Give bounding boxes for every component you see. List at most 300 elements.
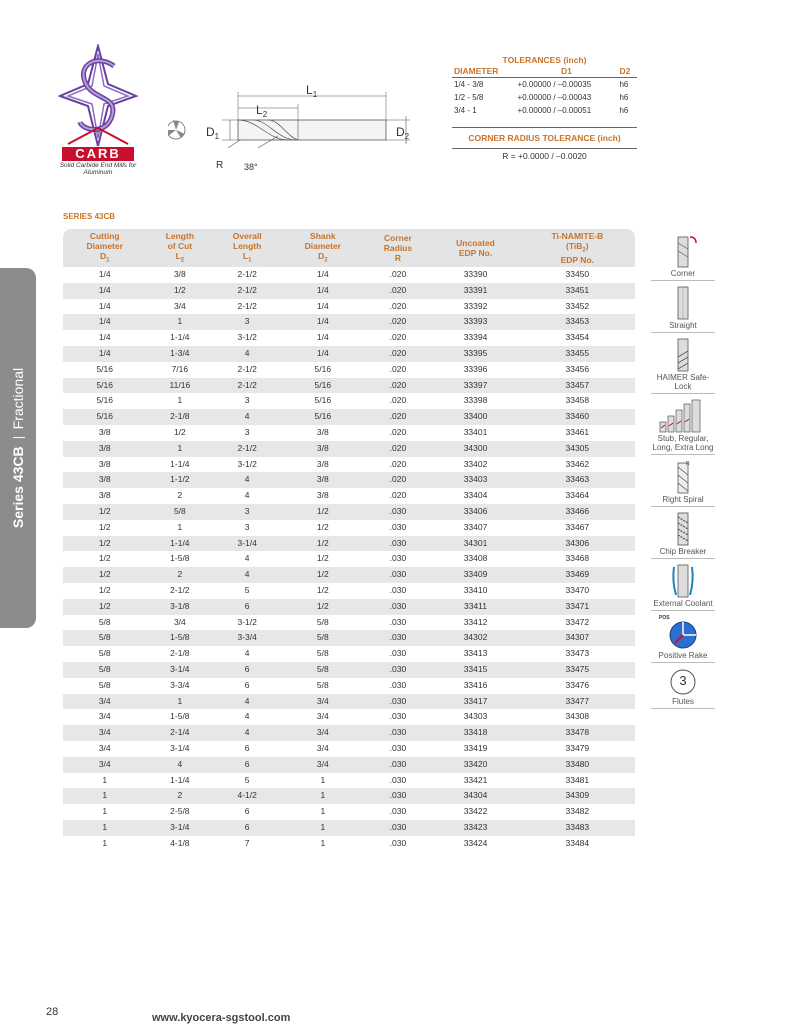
table-cell: 33391 bbox=[431, 283, 519, 299]
table-cell: 33416 bbox=[463, 679, 488, 690]
table-row bbox=[63, 820, 635, 836]
table-cell: 3-1/2 bbox=[237, 458, 257, 469]
table-cell: 33401 bbox=[463, 426, 488, 437]
table-cell: 33408 bbox=[463, 553, 488, 564]
tol-cell: h6 bbox=[619, 80, 629, 89]
table-cell: 33469 bbox=[520, 567, 635, 583]
feature-external-coolant bbox=[651, 559, 715, 611]
table-cell: 1 bbox=[177, 395, 183, 406]
table-cell: .030 bbox=[389, 616, 407, 627]
table-row bbox=[63, 267, 635, 283]
feature-label: External Coolant bbox=[653, 599, 713, 608]
table-row bbox=[63, 773, 635, 789]
table-cell: 5/8 bbox=[63, 630, 146, 646]
table-cell: 1/2 bbox=[316, 521, 329, 532]
table-cell: 1/2 bbox=[281, 536, 364, 552]
table-cell: 33483 bbox=[520, 820, 635, 836]
feature-label: Right Spiral bbox=[662, 495, 704, 504]
table-cell: 5/16 bbox=[63, 378, 146, 394]
tol-cell: 3/4 - 1 bbox=[454, 106, 477, 115]
table-row bbox=[63, 725, 635, 741]
table-cell: .030 bbox=[365, 662, 432, 678]
table-cell: 33476 bbox=[565, 679, 590, 690]
feature-corner bbox=[651, 229, 715, 281]
table-cell: .020 bbox=[389, 332, 407, 343]
table-cell: 33409 bbox=[431, 567, 519, 583]
table-cell: 33461 bbox=[565, 426, 590, 437]
table-cell: 5/8 bbox=[281, 662, 364, 678]
table-cell: 1/2 bbox=[146, 283, 213, 299]
table-cell: 3-1/2 bbox=[237, 616, 257, 627]
table-cell: 33421 bbox=[463, 774, 488, 785]
d1-label: D bbox=[206, 125, 215, 139]
table-cell: 2 bbox=[146, 567, 213, 583]
r-label: R bbox=[216, 160, 224, 171]
svg-text:D1: $D_1$ bbox=[206, 125, 220, 141]
table-row bbox=[63, 314, 635, 330]
table-cell: .030 bbox=[365, 567, 432, 583]
table-cell: 2 bbox=[177, 490, 183, 501]
side-tab-category: Fractional bbox=[10, 367, 26, 430]
feature-right-spiral bbox=[651, 455, 715, 507]
table-cell: 33482 bbox=[565, 806, 590, 817]
table-cell: 33478 bbox=[520, 725, 635, 741]
table-cell: 3/8 bbox=[98, 490, 111, 501]
table-cell: 1/2 bbox=[98, 553, 111, 564]
table-cell: 34301 bbox=[431, 536, 519, 552]
table-cell: .030 bbox=[365, 788, 432, 804]
table-cell: 33418 bbox=[431, 725, 519, 741]
chip-breaker-icon bbox=[651, 511, 715, 547]
table-cell: 33481 bbox=[565, 774, 590, 785]
table-cell: 1-1/4 bbox=[170, 774, 190, 785]
table-cell: 33396 bbox=[463, 363, 488, 374]
table-cell: 3/8 bbox=[173, 269, 186, 279]
table-cell: 1/4 bbox=[316, 269, 329, 279]
column-header: Cutting Diameter $D_1$ bbox=[63, 229, 146, 267]
table-cell: 33454 bbox=[565, 332, 590, 343]
table-cell: 2 bbox=[146, 788, 213, 804]
table-cell: 3/4 bbox=[63, 694, 146, 710]
tol-header: D1 bbox=[516, 65, 618, 78]
table-row bbox=[63, 520, 635, 536]
table-cell: 1/4 bbox=[63, 283, 146, 299]
table-cell: 4 bbox=[213, 694, 281, 710]
table-cell: 1/2 bbox=[63, 536, 146, 552]
table-cell: 5/8 bbox=[98, 679, 111, 690]
table-row bbox=[63, 457, 635, 473]
table-cell: 1/2 bbox=[316, 553, 329, 564]
table-row bbox=[63, 615, 635, 631]
table-cell: 1-5/8 bbox=[170, 711, 190, 722]
table-row bbox=[63, 299, 635, 315]
table-cell: 33393 bbox=[431, 314, 519, 330]
table-cell: 1/4 bbox=[281, 283, 364, 299]
table-cell: 1-1/4 bbox=[170, 332, 190, 343]
svg-text:L2: $L_2$ bbox=[256, 103, 268, 119]
table-row bbox=[63, 804, 635, 820]
table-cell: 3/4 bbox=[98, 742, 111, 753]
table-row bbox=[63, 536, 635, 552]
table-cell: 2-1/8 bbox=[170, 648, 190, 659]
table-cell: 33484 bbox=[565, 837, 590, 848]
feature-chip-breaker bbox=[651, 507, 715, 559]
table-cell: 1 bbox=[320, 837, 326, 848]
table-cell: 33413 bbox=[463, 648, 488, 659]
table-row bbox=[63, 567, 635, 583]
feature-flutes bbox=[651, 663, 715, 709]
table-cell: 5/8 bbox=[316, 679, 329, 690]
table-cell: 34308 bbox=[565, 711, 590, 722]
tol-cell: +0.00000 / –0.00051 bbox=[517, 106, 592, 115]
feature-label: Straight bbox=[669, 321, 697, 330]
table-cell: .020 bbox=[365, 441, 432, 457]
corner-radius-value: R = +0.0000 / –0.0020 bbox=[452, 148, 637, 161]
table-cell: 33452 bbox=[565, 300, 590, 311]
table-cell: 1/4 bbox=[63, 346, 146, 362]
feature-label: Chip Breaker bbox=[659, 547, 707, 556]
table-cell: 34306 bbox=[520, 536, 635, 552]
side-tab-series: Series 43CB bbox=[10, 446, 26, 529]
table-cell: 33450 bbox=[565, 269, 590, 279]
table-cell: 1 bbox=[177, 521, 183, 532]
table-cell: 5/8 bbox=[63, 662, 146, 678]
table-cell: 1-5/8 bbox=[170, 553, 190, 564]
table-cell: 33419 bbox=[463, 742, 488, 753]
table-cell: 1 bbox=[63, 820, 146, 836]
table-cell: 33410 bbox=[463, 584, 488, 595]
external-coolant-icon bbox=[651, 563, 715, 599]
table-cell: 1-1/2 bbox=[146, 472, 213, 488]
product-table bbox=[63, 229, 635, 851]
table-row bbox=[63, 662, 635, 678]
table-cell: 1-1/4 bbox=[170, 458, 190, 469]
lengths-icon bbox=[651, 398, 715, 434]
table-cell: 3/8 bbox=[281, 472, 364, 488]
table-row bbox=[63, 709, 635, 725]
tol-row bbox=[452, 104, 637, 117]
table-cell: 1/2 bbox=[98, 521, 111, 532]
table-cell: 5 bbox=[244, 774, 250, 785]
table-cell: 1/2 bbox=[281, 567, 364, 583]
table-cell: 1 bbox=[63, 788, 146, 804]
feature-straight bbox=[651, 281, 715, 333]
table-cell: 4 bbox=[244, 490, 250, 501]
table-row bbox=[63, 488, 635, 504]
table-cell: 1/4 bbox=[98, 300, 111, 311]
table-cell: .020 bbox=[389, 300, 407, 311]
table-cell: 33480 bbox=[520, 757, 635, 773]
table-cell: 1/2 bbox=[63, 567, 146, 583]
table-cell: .020 bbox=[365, 283, 432, 299]
table-cell: 4 bbox=[213, 567, 281, 583]
table-row bbox=[63, 646, 635, 662]
table-row bbox=[63, 694, 635, 710]
column-header: Shank Diameter $D_2$ bbox=[281, 229, 364, 267]
table-cell: 34307 bbox=[520, 630, 635, 646]
table-cell: .020 bbox=[365, 409, 432, 425]
table-row bbox=[63, 330, 635, 346]
table-cell: 11/16 bbox=[146, 378, 213, 394]
column-header: Ti-NAMITE-B (TiB$_2$) EDP No. bbox=[520, 229, 635, 267]
table-cell: 34302 bbox=[431, 630, 519, 646]
table-cell: 4 bbox=[244, 648, 250, 659]
table-cell: 33463 bbox=[520, 472, 635, 488]
table-cell: 33456 bbox=[565, 363, 590, 374]
table-cell: 33398 bbox=[463, 395, 488, 406]
column-header: Corner Radius R bbox=[365, 229, 432, 267]
tol-cell: h6 bbox=[619, 106, 629, 115]
table-cell: 7 bbox=[244, 837, 250, 848]
flutes-icon bbox=[651, 667, 715, 697]
table-row bbox=[63, 409, 635, 425]
table-cell: 2-1/2 bbox=[237, 269, 257, 279]
tol-cell: +0.00000 / –0.00043 bbox=[517, 93, 592, 102]
table-cell: 3-1/4 bbox=[213, 536, 281, 552]
table-cell: 5/8 bbox=[98, 648, 111, 659]
table-row bbox=[63, 630, 635, 646]
angle-label: 38° bbox=[244, 162, 258, 172]
table-cell: 4 bbox=[213, 409, 281, 425]
tol-cell: h6 bbox=[619, 93, 629, 102]
table-cell: .030 bbox=[389, 806, 407, 817]
table-cell: 6 bbox=[213, 757, 281, 773]
table-cell: 33462 bbox=[565, 458, 590, 469]
l2-label: L bbox=[256, 103, 263, 117]
table-cell: 4 bbox=[244, 711, 250, 722]
table-row bbox=[63, 757, 635, 773]
table-cell: 3 bbox=[213, 314, 281, 330]
table-cell: .020 bbox=[389, 490, 407, 501]
right-spiral-icon bbox=[651, 459, 715, 495]
feature-label: Flutes bbox=[672, 697, 694, 706]
table-cell: 3 bbox=[244, 521, 250, 532]
table-cell: 2-5/8 bbox=[170, 806, 190, 817]
table-cell: 33475 bbox=[520, 662, 635, 678]
table-cell: 3 bbox=[244, 426, 250, 437]
table-cell: 2-1/2 bbox=[237, 363, 257, 374]
series-label: SERIES 43CB bbox=[63, 212, 116, 221]
feature-label: HAIMER Safe-Lock bbox=[656, 373, 710, 391]
table-cell: 33420 bbox=[431, 757, 519, 773]
table-row bbox=[63, 836, 635, 852]
corner-radius-title: CORNER RADIUS TOLERANCE (inch) bbox=[452, 127, 637, 143]
table-cell: 33467 bbox=[565, 521, 590, 532]
table-cell: 4 bbox=[213, 725, 281, 741]
table-cell: 1/2 bbox=[173, 426, 186, 437]
svg-text:R: R bbox=[686, 461, 690, 467]
table-cell: 33412 bbox=[463, 616, 488, 627]
table-cell: 1/2 bbox=[281, 599, 364, 615]
table-cell: .030 bbox=[389, 584, 407, 595]
table-cell: 33403 bbox=[431, 472, 519, 488]
table-cell: 33451 bbox=[520, 283, 635, 299]
table-cell: 1 bbox=[102, 837, 108, 848]
table-cell: 5/8 bbox=[316, 648, 329, 659]
table-cell: 1/2 bbox=[98, 584, 111, 595]
table-cell: 33466 bbox=[520, 504, 635, 520]
carb-logo bbox=[58, 44, 140, 174]
table-cell: 33422 bbox=[463, 806, 488, 817]
feature-label: Stub, Regular, Long, Extra Long bbox=[652, 434, 714, 452]
table-cell: 33400 bbox=[431, 409, 519, 425]
table-cell: 33415 bbox=[431, 662, 519, 678]
feature-label: Corner bbox=[670, 269, 696, 278]
table-cell: 33392 bbox=[463, 300, 488, 311]
pos-badge: POS bbox=[659, 615, 670, 621]
table-cell: 3/8 bbox=[316, 426, 329, 437]
feature-label: Positive Rake bbox=[658, 651, 708, 660]
table-cell: 1/4 bbox=[63, 314, 146, 330]
table-cell: 33390 bbox=[463, 269, 488, 279]
table-cell: .020 bbox=[389, 363, 407, 374]
end-view-icon bbox=[168, 120, 185, 139]
table-cell: 3/4 bbox=[63, 757, 146, 773]
table-cell: .030 bbox=[389, 711, 407, 722]
table-row bbox=[63, 551, 635, 567]
tol-cell: 1/4 - 3/8 bbox=[454, 80, 484, 89]
table-cell: 3/4 bbox=[281, 694, 364, 710]
table-cell: .030 bbox=[389, 837, 407, 848]
table-row bbox=[63, 741, 635, 757]
table-cell: 5/16 bbox=[63, 409, 146, 425]
table-cell: 3/8 bbox=[63, 441, 146, 457]
table-row bbox=[63, 346, 635, 362]
table-cell: .020 bbox=[365, 346, 432, 362]
feature-panel bbox=[651, 229, 715, 709]
flute-count: 3 bbox=[679, 673, 687, 688]
table-cell: 33404 bbox=[463, 490, 488, 501]
table-cell: 34300 bbox=[431, 441, 519, 457]
table-cell: 6 bbox=[244, 679, 250, 690]
table-cell: 5/16 bbox=[96, 395, 113, 406]
table-cell: 33417 bbox=[431, 694, 519, 710]
table-cell: .020 bbox=[389, 395, 407, 406]
column-header: Uncoated EDP No. bbox=[431, 229, 519, 267]
table-cell: .030 bbox=[365, 725, 432, 741]
table-cell: .030 bbox=[365, 757, 432, 773]
table-cell: .030 bbox=[389, 742, 407, 753]
table-cell: 1 bbox=[320, 806, 326, 817]
table-row bbox=[63, 504, 635, 520]
table-cell: .020 bbox=[365, 314, 432, 330]
table-row bbox=[63, 788, 635, 804]
table-cell: 5/16 bbox=[281, 378, 364, 394]
table-cell: .020 bbox=[365, 378, 432, 394]
table-cell: .030 bbox=[365, 599, 432, 615]
feature-positive-rake bbox=[651, 611, 715, 663]
table-cell: 1/2 bbox=[63, 599, 146, 615]
end-mill-diagram bbox=[168, 78, 436, 174]
table-cell: 33423 bbox=[431, 820, 519, 836]
table-cell: 34303 bbox=[463, 711, 488, 722]
table-cell: .030 bbox=[365, 536, 432, 552]
svg-text:L1: $L_1$ bbox=[306, 83, 318, 99]
table-cell: 6 bbox=[213, 820, 281, 836]
tol-row bbox=[452, 78, 637, 92]
table-cell: 4 bbox=[244, 553, 250, 564]
table-cell: .030 bbox=[389, 679, 407, 690]
table-cell: 1 bbox=[281, 820, 364, 836]
table-cell: 1 bbox=[320, 774, 326, 785]
table-cell: 1/2 bbox=[63, 504, 146, 520]
tol-header: DIAMETER bbox=[452, 65, 516, 78]
table-cell: 33402 bbox=[463, 458, 488, 469]
table-cell: 33453 bbox=[520, 314, 635, 330]
feature-lengths bbox=[651, 394, 715, 455]
table-row bbox=[63, 362, 635, 378]
positive-rake-icon bbox=[651, 615, 715, 651]
table-cell: .030 bbox=[389, 648, 407, 659]
table-cell: 3-1/8 bbox=[146, 599, 213, 615]
corner-icon bbox=[651, 233, 715, 269]
haimer-icon bbox=[651, 337, 715, 373]
table-cell: 3 bbox=[213, 504, 281, 520]
table-cell: 33472 bbox=[565, 616, 590, 627]
tol-row bbox=[452, 91, 637, 104]
svg-text:D2: $D_2$ bbox=[396, 125, 410, 141]
table-cell: 3-1/4 bbox=[146, 662, 213, 678]
table-cell: 4 bbox=[146, 757, 213, 773]
table-cell: 3-1/2 bbox=[237, 332, 257, 343]
table-cell: 33464 bbox=[565, 490, 590, 501]
table-cell: 3/4 bbox=[281, 725, 364, 741]
page-number: 28 bbox=[46, 1006, 59, 1018]
table-cell: 1-3/4 bbox=[146, 346, 213, 362]
table-cell: 5/16 bbox=[314, 395, 332, 406]
table-cell: 33397 bbox=[431, 378, 519, 394]
table-cell: 33424 bbox=[463, 837, 488, 848]
table-cell: 33394 bbox=[463, 332, 488, 343]
column-header: Overall Length $L_1$ bbox=[213, 229, 281, 267]
tol-cell: 1/2 - 5/8 bbox=[454, 93, 484, 102]
table-cell: 7/16 bbox=[171, 363, 189, 374]
website-link[interactable]: www.kyocera-sgstool.com bbox=[152, 1012, 291, 1024]
table-cell: 1-5/8 bbox=[146, 630, 213, 646]
table-cell: 1/4 bbox=[98, 332, 111, 343]
table-cell: 1 bbox=[146, 314, 213, 330]
table-row bbox=[63, 441, 635, 457]
table-cell: 1/2 bbox=[316, 584, 329, 595]
carb-wordmark: CARB bbox=[62, 147, 134, 161]
table-cell: 5/16 bbox=[314, 363, 332, 374]
table-row bbox=[63, 472, 635, 488]
table-cell: 6 bbox=[244, 742, 250, 753]
table-cell: .030 bbox=[365, 504, 432, 520]
logo-tagline: Solid Carbide End Mills for Aluminum bbox=[59, 162, 137, 176]
table-cell: 1/4 bbox=[281, 314, 364, 330]
table-row bbox=[63, 583, 635, 599]
table-cell: 33479 bbox=[565, 742, 590, 753]
table-cell: 5/8 bbox=[146, 504, 213, 520]
table-cell: 33457 bbox=[520, 378, 635, 394]
table-cell: 33477 bbox=[520, 694, 635, 710]
tol-cell: +0.00000 / –0.00035 bbox=[517, 80, 592, 89]
carb-logo-graphic bbox=[58, 44, 140, 148]
tol-header: D2 bbox=[617, 65, 637, 78]
table-cell: 4 bbox=[213, 346, 281, 362]
tolerances-panel bbox=[452, 55, 637, 161]
table-cell: 4-1/2 bbox=[213, 788, 281, 804]
table-cell: 4-1/8 bbox=[170, 837, 190, 848]
table-cell: 3-1/4 bbox=[146, 820, 213, 836]
table-cell: .020 bbox=[389, 458, 407, 469]
tolerances-title: TOLERANCES (inch) bbox=[502, 55, 587, 65]
table-cell: 6 bbox=[244, 806, 250, 817]
table-cell: 33458 bbox=[565, 395, 590, 406]
feature-haimer bbox=[651, 333, 715, 394]
table-cell: 5/8 bbox=[98, 616, 111, 627]
